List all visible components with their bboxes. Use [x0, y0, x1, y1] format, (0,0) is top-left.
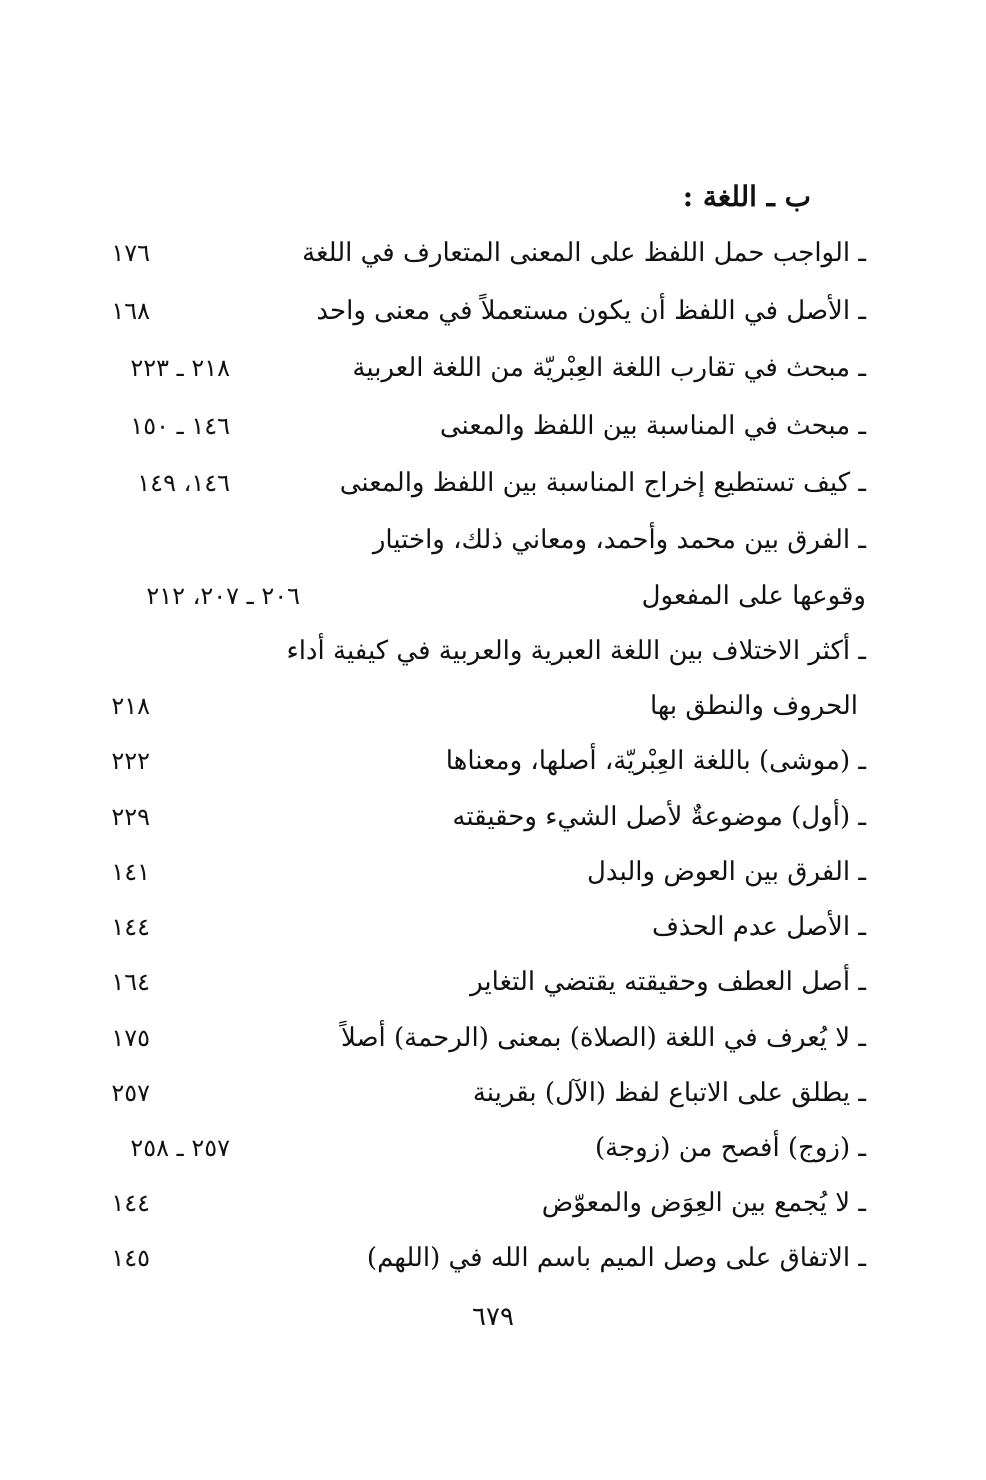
section-heading: ب ـ اللغة :	[682, 180, 811, 213]
entry-topic: الحروف والنطق بها	[649, 691, 858, 721]
index-entry	[100, 1128, 866, 1168]
index-entry	[100, 797, 866, 837]
entry-topic: ـ الاتفاق على وصل الميم باسم الله في (اللهم)	[366, 1243, 866, 1273]
entry-topic: ـ لا يُجمع بين العِوَض والمعوّض	[541, 1188, 866, 1218]
entry-pages: ١٧٦	[111, 239, 150, 267]
entry-pages: ١٤٤	[111, 913, 150, 941]
index-entry	[100, 291, 866, 331]
index-entry	[100, 233, 866, 273]
entry-topic: وقوعها على المفعول	[641, 581, 866, 611]
entry-pages: ٢٢٩	[111, 803, 150, 831]
entry-pages: ١٤١	[111, 858, 150, 886]
index-entry	[100, 348, 866, 388]
entry-pages: ١٤٤	[111, 1189, 150, 1217]
entry-pages: ١٦٨	[111, 297, 150, 325]
index-entry	[100, 741, 866, 781]
entry-pages: ١٦٤	[111, 968, 150, 996]
entry-topic: ـ الفرق بين محمد وأحمد، ومعاني ذلك، واختيار	[372, 525, 866, 555]
entry-pages: ٢٢٢	[111, 747, 150, 775]
entry-topic: ـ لا يُعرف في اللغة (الصلاة) بمعنى (الرحمة) أصلاً	[340, 1023, 866, 1053]
index-entry	[100, 1238, 866, 1278]
index-entry	[100, 1018, 866, 1058]
entry-pages: ٢٥٧	[111, 1079, 150, 1107]
entry-topic: ـ الفرق بين العوض والبدل	[586, 857, 866, 887]
entry-topic: ـ (أول) موضوعةٌ لأصل الشيء وحقيقته	[452, 802, 866, 832]
entry-topic: ـ أصل العطف وحقيقته يقتضي التغاير	[470, 967, 866, 997]
entry-topic: ـ الواجب حمل اللفظ على المعنى المتعارف في اللغة	[302, 238, 866, 268]
entry-topic: ـ (موشى) باللغة العِبْريّة، أصلها، ومعناها	[445, 746, 866, 776]
entry-topic: ـ أكثر الاختلاف بين اللغة العبرية والعربية في كيفية أداء	[286, 636, 866, 666]
entry-topic: ـ الأصل في اللفظ أن يكون مستعملاً في معنى واحد	[316, 296, 866, 326]
entry-topic: ـ يطلق على الاتباع لفظ (الآل) بقرينة	[472, 1078, 866, 1108]
entry-pages: ١٤٥	[111, 1244, 150, 1272]
index-entry	[100, 907, 866, 947]
entry-pages: ١٧٥	[111, 1024, 150, 1052]
page-number: ٦٧٩	[472, 1302, 514, 1332]
entry-topic: ـ الأصل عدم الحذف	[651, 912, 866, 942]
index-entry	[100, 463, 866, 503]
index-entry	[100, 1183, 866, 1223]
index-entry	[100, 520, 866, 560]
index-entry	[100, 406, 866, 446]
entry-pages: ١٤٦، ١٤٩	[137, 469, 230, 497]
index-entry	[100, 962, 866, 1002]
index-entry	[100, 852, 866, 892]
entry-topic: ـ كيف تستطيع إخراج المناسبة بين اللفظ والمعنى	[339, 468, 866, 498]
entry-topic: ـ (زوج) أفصح من (زوجة)	[595, 1133, 866, 1163]
entry-pages: ٢١٨ ـ ٢٢٣	[130, 354, 230, 382]
index-entry	[100, 576, 866, 616]
entry-pages: ٢٠٦ ـ ٢٠٧، ٢١٢	[146, 582, 300, 610]
entry-topic: ـ مبحث في تقارب اللغة العِبْريّة من اللغة العربية	[352, 353, 866, 383]
entry-topic: ـ مبحث في المناسبة بين اللفظ والمعنى	[439, 411, 866, 441]
index-entry	[100, 631, 866, 671]
index-entry	[100, 686, 866, 726]
entry-pages: ٢١٨	[111, 692, 150, 720]
entry-pages: ٢٥٧ ـ ٢٥٨	[130, 1134, 230, 1162]
entry-pages: ١٤٦ ـ ١٥٠	[130, 412, 230, 440]
index-entry	[100, 1073, 866, 1113]
